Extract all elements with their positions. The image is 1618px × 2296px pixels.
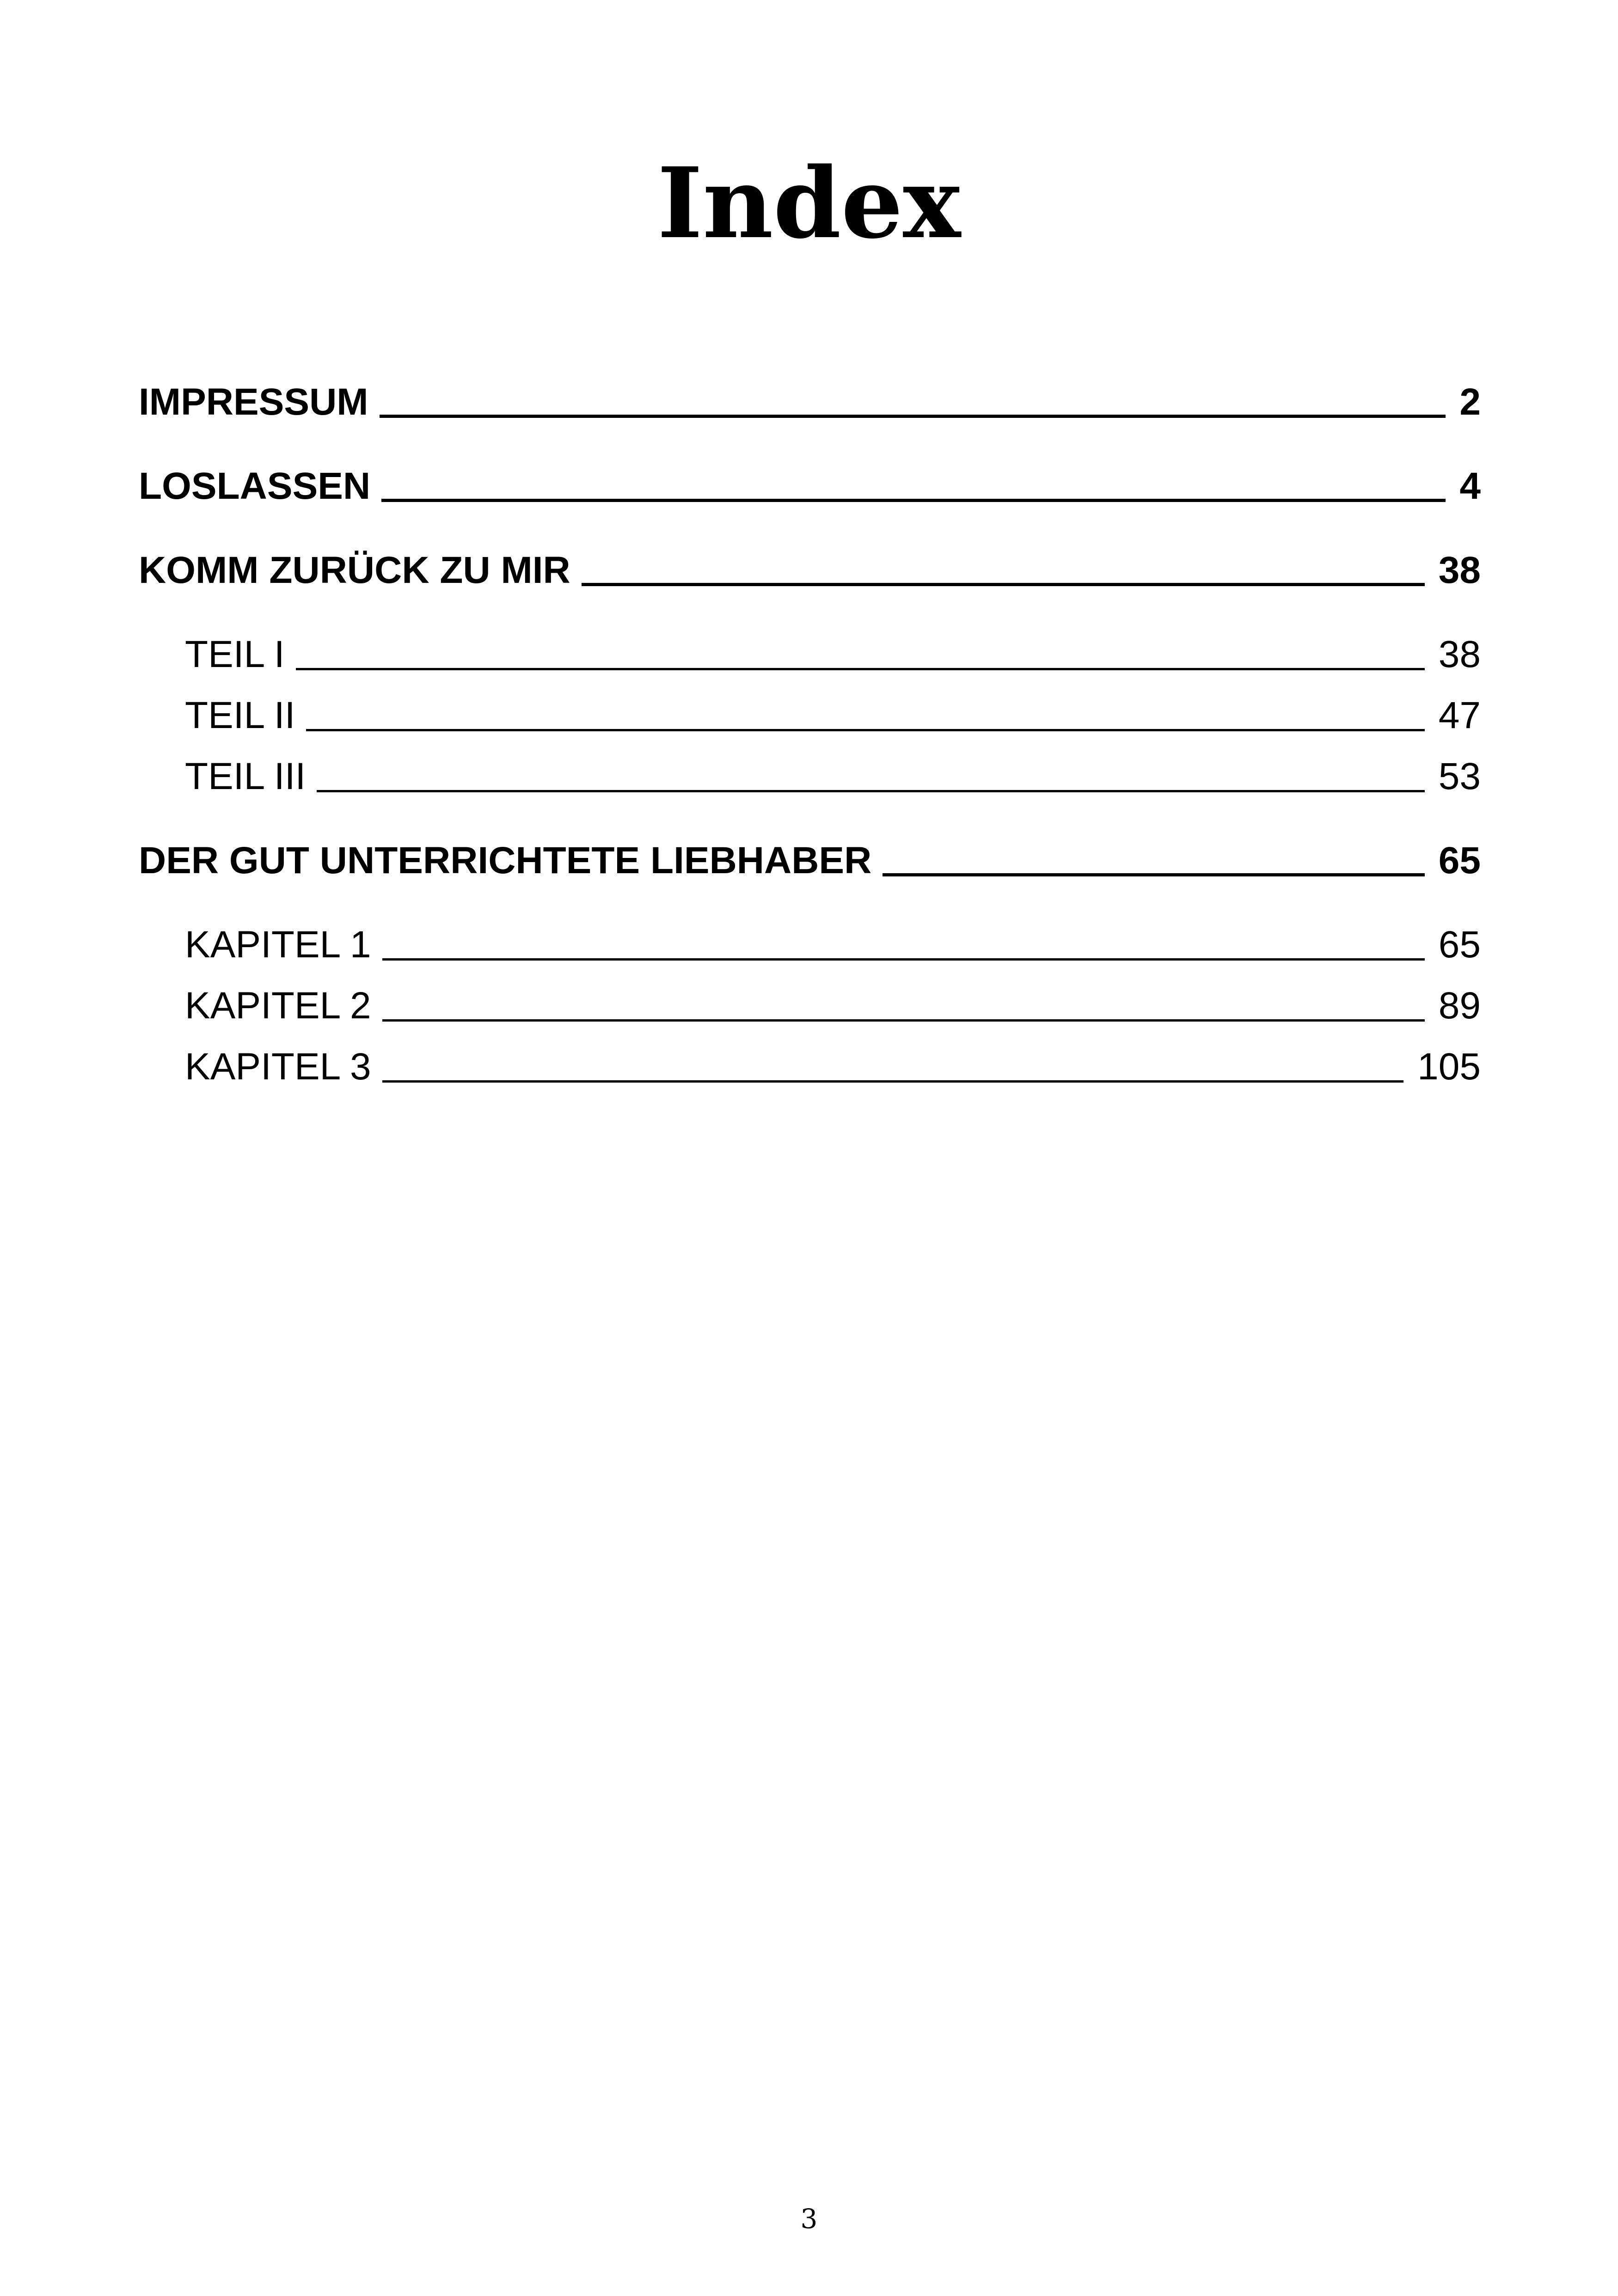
toc-entry-impressum[interactable] — [139, 374, 1481, 425]
toc-leader-line — [381, 499, 1446, 502]
page-number: 3 — [800, 2203, 818, 2235]
toc-entry-page: 47 — [1438, 694, 1481, 736]
toc-leader-line — [582, 583, 1425, 586]
toc-entry-label: KOMM ZURÜCK ZU MIR — [139, 549, 570, 591]
toc-entry-label: KAPITEL 2 — [185, 985, 371, 1027]
toc-entry-page: 4 — [1459, 465, 1481, 507]
toc-entry-page: 89 — [1438, 985, 1481, 1027]
toc-entry-page: 105 — [1417, 1046, 1481, 1088]
toc-entry-label: KAPITEL 1 — [185, 924, 371, 966]
toc-entry-kapitel-3[interactable] — [185, 1039, 1481, 1090]
toc-leader-line — [380, 415, 1446, 418]
toc-entry-kapitel-1[interactable] — [185, 917, 1481, 968]
toc-entry-kapitel-2[interactable] — [185, 978, 1481, 1029]
toc-leader-line — [317, 790, 1425, 792]
toc-entry-label: KAPITEL 3 — [185, 1046, 371, 1088]
toc-leader-line — [382, 1019, 1425, 1022]
toc-leader-line — [382, 1080, 1404, 1083]
toc-leader-line — [306, 729, 1424, 731]
toc-entry-label: IMPRESSUM — [139, 381, 368, 423]
toc-leader-line — [296, 668, 1425, 670]
toc-leader-line — [883, 873, 1424, 876]
toc-entry-teil-3[interactable] — [185, 749, 1481, 800]
toc-entry-label: LOSLASSEN — [139, 465, 371, 507]
toc-entry-page: 38 — [1438, 549, 1481, 591]
page-title: Index — [657, 146, 961, 260]
toc-entry-page: 53 — [1438, 755, 1481, 797]
toc-entry-teil-1[interactable] — [185, 627, 1481, 678]
toc-entry-label: TEIL II — [185, 694, 295, 736]
toc-entry-label: DER GUT UNTERRICHTETE LIEBHABER — [139, 839, 872, 882]
toc-entry-label: TEIL I — [185, 633, 285, 675]
toc-entry-page: 65 — [1438, 924, 1481, 966]
toc-entry-label: TEIL III — [185, 755, 306, 797]
toc-entry-loslassen[interactable] — [139, 459, 1481, 509]
toc-entry-page: 65 — [1438, 839, 1481, 882]
toc-leader-line — [382, 958, 1425, 961]
toc-entry-komm-zurueck-zu-mir[interactable] — [139, 543, 1481, 594]
toc-entry-der-gut-unterrichtete-liebhaber[interactable] — [139, 833, 1481, 884]
toc-entry-teil-2[interactable] — [185, 688, 1481, 739]
toc-entry-page: 2 — [1459, 381, 1481, 423]
toc-entry-page: 38 — [1438, 633, 1481, 675]
